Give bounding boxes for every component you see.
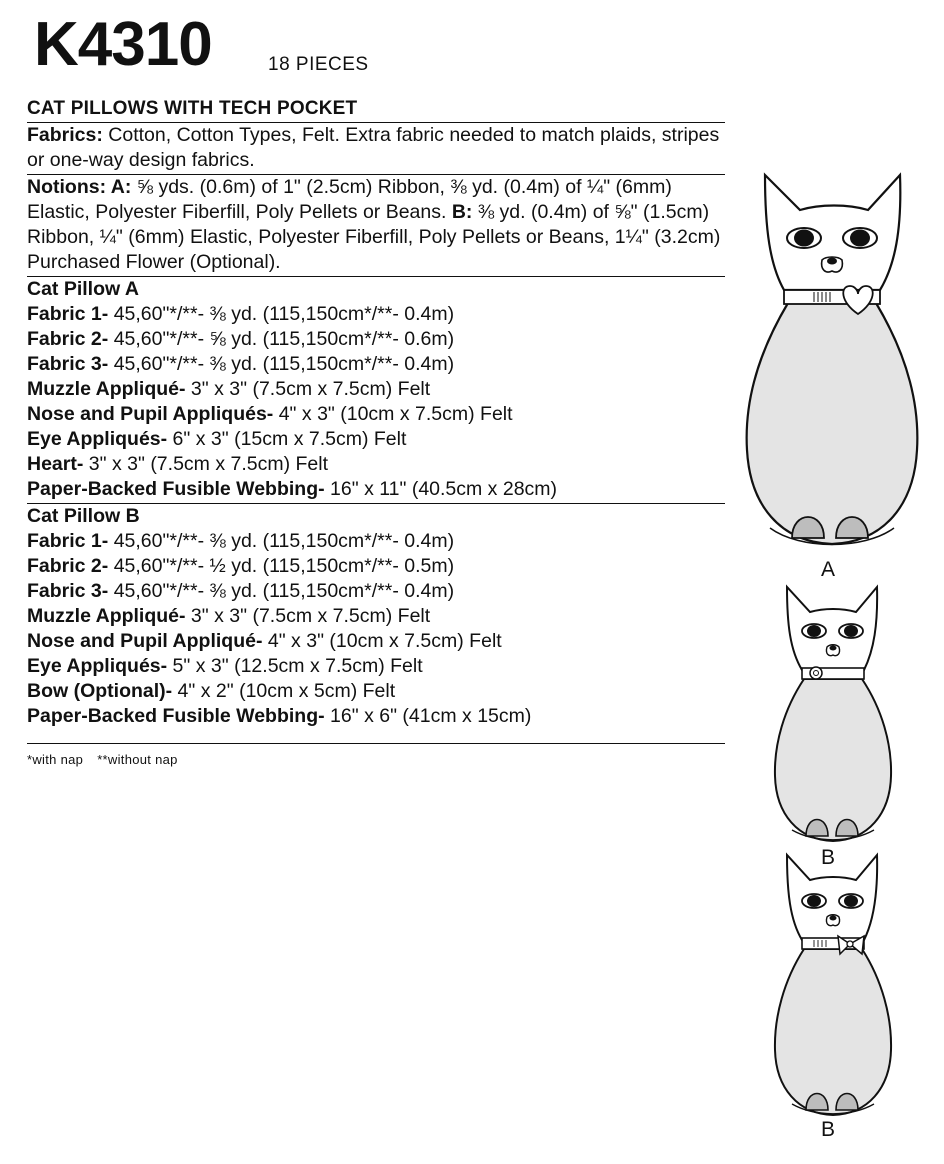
requirement-row (27, 679, 725, 704)
cat-a-body (747, 303, 918, 544)
requirement-row (27, 529, 725, 554)
notions-label: Notions: (27, 176, 107, 198)
requirement-row (27, 402, 725, 427)
requirement-row (27, 604, 725, 629)
requirement-value: 4" x 3" (10cm x 7.5cm) Felt (262, 630, 502, 652)
pillow-b-heading: Cat Pillow B (27, 505, 140, 527)
pattern-title: CAT PILLOWS WITH TECH POCKET (27, 96, 725, 123)
requirement-row (27, 554, 725, 579)
requirement-value: 45,60"*/**- ½ yd. (115,150cm*/**- 0.5m) (108, 555, 455, 577)
piece-count: 18 PIECES (268, 54, 369, 75)
requirement-label: Fabric 2- (27, 555, 109, 577)
requirement-value: 4" x 3" (10cm x 7.5cm) Felt (273, 403, 513, 425)
requirement-value: 45,60"*/**- ⅜ yd. (115,150cm*/**- 0.4m) (108, 303, 455, 325)
cat-b1-head (787, 587, 877, 670)
requirement-row (27, 629, 725, 654)
requirement-label: Paper-Backed Fusible Webbing- (27, 705, 325, 727)
notions-b-text: ⅜ yd. (0.4m) of ⅝" (1.5cm) Ribbon, ¼" (6mm) Elastic, Polyester Fiberfill, Poly Pellets or Beans, 1¼" (3.2cm) Purchased Flower (Optional). (27, 201, 721, 273)
cat-pillow-a-illustration (740, 170, 925, 555)
requirement-value: 4" x 2" (10cm x 5cm) Felt (172, 680, 396, 702)
requirement-label: Heart- (27, 453, 84, 475)
requirement-value: 3" x 3" (7.5cm x 7.5cm) Felt (83, 453, 329, 475)
requirement-row (27, 579, 725, 604)
requirement-label: Fabric 3- (27, 580, 109, 602)
requirement-label: Fabric 3- (27, 353, 109, 375)
notions-section (27, 175, 725, 277)
requirement-row (27, 452, 725, 477)
requirement-label: Muzzle Appliqué- (27, 378, 186, 400)
requirement-label: Paper-Backed Fusible Webbing- (27, 478, 325, 500)
requirement-row (27, 352, 725, 377)
fabrics-label: Fabrics: (27, 124, 103, 146)
fabrics-text: Cotton, Cotton Types, Felt. Extra fabric needed to match plaids, stripes or one-way design fabrics. (27, 124, 720, 171)
requirement-label: Bow (Optional)- (27, 680, 173, 702)
requirement-label: Muzzle Appliqué- (27, 605, 186, 627)
requirement-value: 5" x 3" (12.5cm x 7.5cm) Felt (167, 655, 423, 677)
requirement-label: Fabric 1- (27, 530, 109, 552)
requirement-row (27, 704, 725, 729)
notions-a-label: A: (106, 176, 132, 198)
requirement-value: 6" x 3" (15cm x 7.5cm) Felt (167, 428, 407, 450)
requirement-row (27, 477, 725, 502)
cat-b2-head (787, 855, 877, 940)
requirement-row (27, 327, 725, 352)
nap-footnote (27, 752, 725, 767)
requirement-value: 45,60"*/**- ⅜ yd. (115,150cm*/**- 0.4m) (108, 530, 455, 552)
cat-b1-body (775, 679, 891, 841)
cat-a-nose (827, 258, 837, 265)
cat-pillow-b-bow-illustration (770, 852, 895, 1120)
notions-a-text: ⅝ yds. (0.6m) of 1" (2.5cm) Ribbon, ⅜ yd. (0.4m) of ¼" (6mm) Elastic, Polyester Fiberfill, Poly Pellets or Beans. (27, 176, 672, 223)
pillow-a-section (27, 277, 725, 504)
cat-a-head (765, 175, 900, 290)
view-a-label: A (821, 558, 836, 581)
view-b2-label: B (821, 1118, 836, 1141)
requirement-label: Nose and Pupil Appliqués- (27, 403, 274, 425)
requirement-value: 45,60"*/**- ⅝ yd. (115,150cm*/**- 0.6m) (108, 328, 455, 350)
requirements-panel (27, 96, 725, 767)
requirement-label: Eye Appliqués- (27, 655, 168, 677)
cat-b2-body (775, 949, 891, 1115)
footnote-without-nap: **without nap (97, 752, 178, 767)
footnote-with-nap: *with nap (27, 752, 84, 767)
requirement-label: Eye Appliqués- (27, 428, 168, 450)
pillow-b-section (27, 504, 725, 744)
requirement-label: Nose and Pupil Appliqué- (27, 630, 263, 652)
pillow-a-heading: Cat Pillow A (27, 278, 139, 300)
requirement-label: Fabric 1- (27, 303, 109, 325)
requirement-row (27, 427, 725, 452)
fabrics-section (27, 123, 725, 175)
requirement-row (27, 377, 725, 402)
cat-pillow-b-flower-illustration (770, 584, 895, 846)
requirement-row (27, 302, 725, 327)
requirement-value: 3" x 3" (7.5cm x 7.5cm) Felt (185, 378, 431, 400)
requirement-label: Fabric 2- (27, 328, 109, 350)
pattern-number: K4310 (34, 10, 212, 79)
cat-b1-flower-icon (810, 667, 822, 679)
requirement-row (27, 654, 725, 679)
notions-b-label: B: (446, 201, 473, 223)
view-b1-label: B (821, 846, 836, 869)
requirement-value: 45,60"*/**- ⅜ yd. (115,150cm*/**- 0.4m) (108, 353, 455, 375)
requirement-value: 45,60"*/**- ⅜ yd. (115,150cm*/**- 0.4m) (108, 580, 455, 602)
requirement-value: 16" x 6" (41cm x 15cm) (324, 705, 532, 727)
requirement-value: 16" x 11" (40.5cm x 28cm) (324, 478, 558, 500)
requirement-value: 3" x 3" (7.5cm x 7.5cm) Felt (185, 605, 431, 627)
